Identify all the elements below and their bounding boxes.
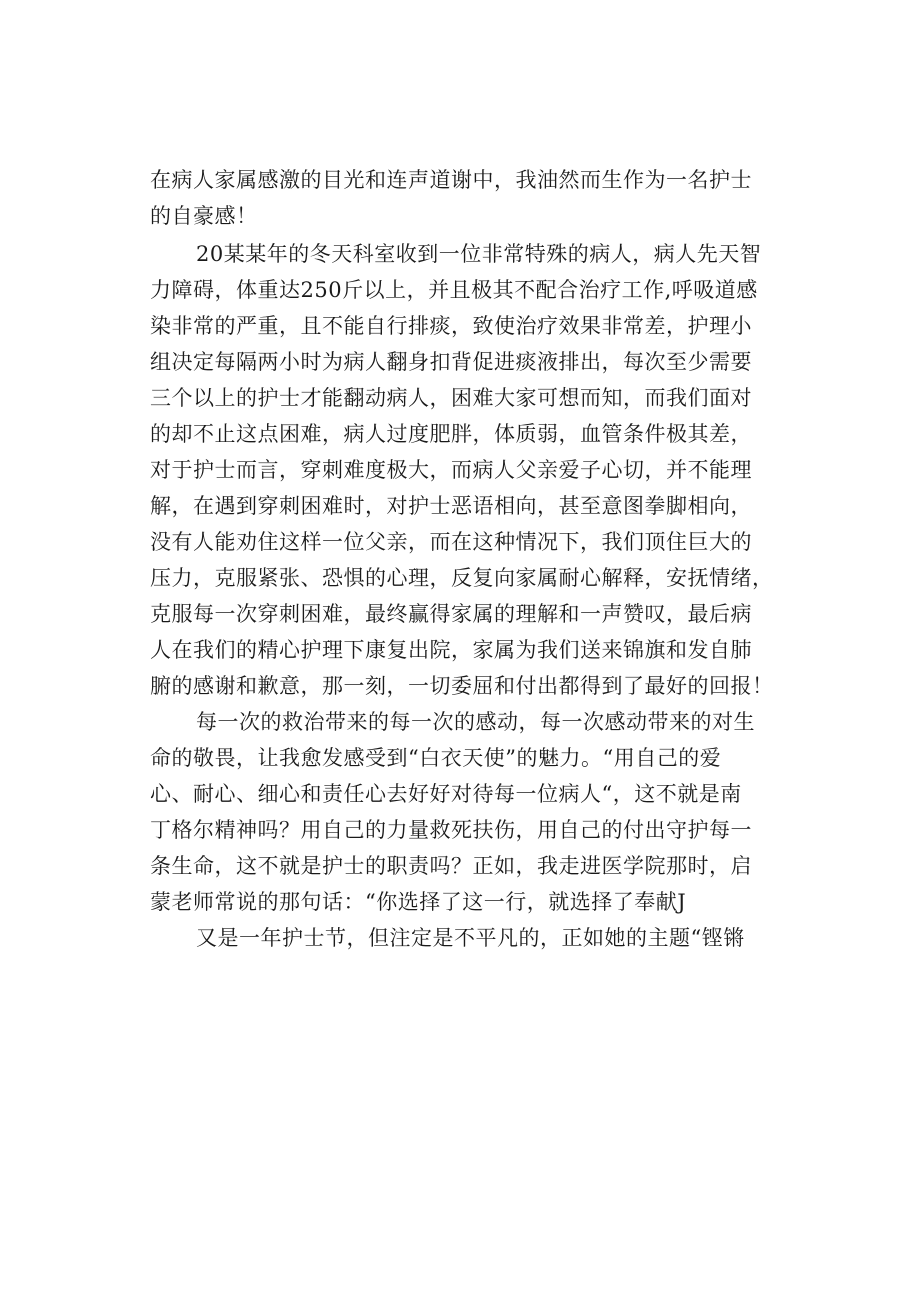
text-line: 三个以上的护士才能翻动病人，困难大家可想而知，而我们面对 bbox=[150, 386, 752, 410]
text-line: 组决定每隔两小时为病人翻身扣背促进痰液排出，每次至少需要 bbox=[150, 350, 752, 374]
text-line: 压力，克服紧张、恐惧的心理，反复向家属耐心解释，安抚情绪， bbox=[150, 566, 774, 590]
text-line: 心、耐心、细心和责任心去好好对待每一位病人“，这不就是南 bbox=[150, 782, 742, 806]
text-line: 丁格尔精神吗？用自己的力量救死扶伤，用自己的付出守护每一 bbox=[150, 818, 752, 842]
text-line: 蒙老师常说的那句话：“你选择了这一行，就选择了奉献J bbox=[150, 890, 687, 914]
document-body bbox=[150, 162, 810, 956]
text-line: 人在我们的精心护理下康复出院，家属为我们送来锦旗和发自肺 bbox=[150, 638, 752, 662]
text-line: 条生命，这不就是护士的职责吗？正如，我走进医学院那时，启 bbox=[150, 854, 752, 878]
text-line: 的自豪感！ bbox=[150, 204, 258, 228]
paragraph-start: 20某某年的冬天科室收到一位非常特殊的病人，病人先天智 bbox=[196, 242, 762, 266]
text-line: 力障碍，体重达250斤以上，并且极其不配合治疗工作,呼吸道感 bbox=[150, 278, 758, 302]
text-line: 的却不止这点困难，病人过度肥胖，体质弱，血管条件极其差， bbox=[150, 422, 752, 446]
text-line: 没有人能劝住这样一位父亲，而在这种情况下，我们顶住巨大的 bbox=[150, 530, 752, 554]
text-line: 对于护士而言，穿刺难度极大，而病人父亲爱子心切，并不能理 bbox=[150, 458, 752, 482]
text-line: 克服每一次穿刺困难，最终赢得家属的理解和一声赞叹，最后病 bbox=[150, 602, 752, 626]
text-line: 在病人家属感激的目光和连声道谢中，我油然而生作为一名护士 bbox=[150, 168, 752, 192]
text-line: 命的敬畏，让我愈发感受到“白衣天使”的魅力。“用自己的爱 bbox=[150, 746, 722, 770]
text-line: 解，在遇到穿刺困难时，对护士恶语相向，甚至意图拳脚相向， bbox=[150, 494, 752, 518]
text-line: 染非常的严重，且不能自行排痰，致使治疗效果非常差，护理小 bbox=[150, 314, 752, 338]
text-line: 腑的感谢和歉意，那一刻，一切委屈和付出都得到了最好的回报！ bbox=[150, 674, 774, 698]
paragraph-start: 每一次的救治带来的每一次的感动，每一次感动带来的对生 bbox=[196, 710, 755, 734]
paragraph-start: 又是一年护士节，但注定是不平凡的，正如她的主题“铿锵 bbox=[196, 926, 745, 950]
